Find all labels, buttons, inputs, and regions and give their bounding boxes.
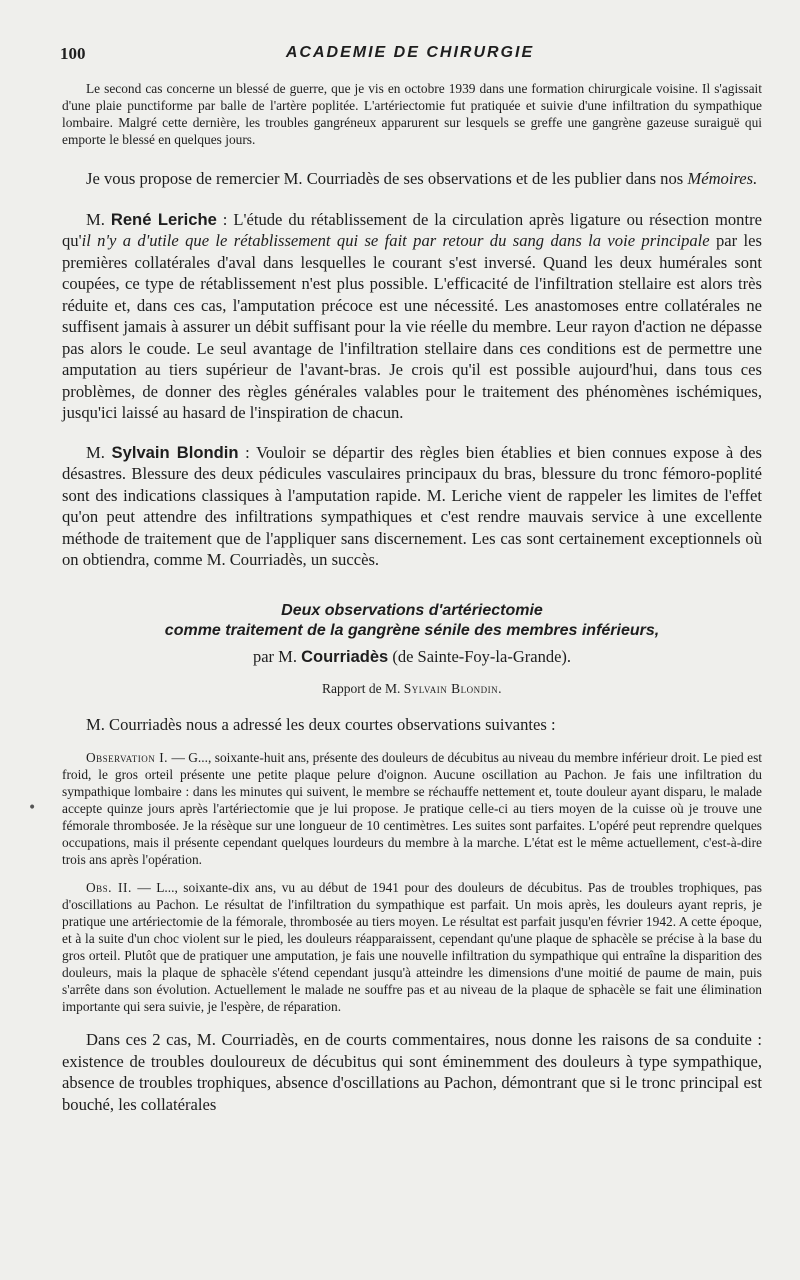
rapport-prefix: Rapport de M. <box>321 680 404 696</box>
paragraph-intro: M. Courriadès nous a adressé les deux courtes observations suivantes : <box>86 714 556 734</box>
thanks-text: Je vous propose de remercier M. Courriadès de ses observations et de les publier dans nos <box>86 169 688 188</box>
blondin-sep: : <box>238 442 257 462</box>
rapport-line <box>62 680 762 698</box>
observation-2 <box>62 879 762 1015</box>
leriche-speaker: René Leriche <box>110 209 217 229</box>
byline-prefix: par M. <box>252 646 302 666</box>
paragraph-blondin <box>62 442 762 571</box>
paragraph-closing: Dans ces 2 cas, M. Courriadès, en de courts commentaires, nous donne les raisons de sa conduite : existence de troubles douloureux de décubitus qui sont éminemment des douleurs à type sympathique, absence de troubles trophiques, absence d'oscillations au Pachon, démontrant que si le tronc principal est bouché, les collatérales <box>62 1030 762 1114</box>
paragraph-leriche <box>62 209 762 424</box>
paragraph-thanks <box>62 168 762 190</box>
byline-author: Courriadès <box>301 647 389 666</box>
leriche-italic: il n'y a d'utile que le rétablissement qui se fait par retour du sang dans la voie principale <box>81 231 710 250</box>
article-title-line2: comme traitement de la gangrène sénile des membres inférieurs, <box>164 621 660 639</box>
page-header <box>60 44 760 68</box>
leriche-prefix: M. <box>86 209 111 229</box>
leriche-text-2: par les premières collatérales d'aval dans lesquelles le courant s'est inversé. Quand les deux humérales sont coupées, ce type de rétablissement n'est plus possible. L'efficacité de l'infiltration stellaire est alors très réduite et, dans ces cas, l'amputation précoce est une nécessité. Les anastomoses entre collatérales ne suffisent jamais à assurer un débit suffisant pour la vie réelle du membre. Leur rayon d'action ne dépasse pas alors le coude. Le seul avantage de l'infiltration stellaire dans ces conditions est de permettre une amputation au tiers supérieur de l'avant-bras. Je crois qu'il est possible aujourd'hui, dans tous ces problèmes, de donner des règles générales valables pour le traitement des phénomènes ischémiques, jusqu'ici laissé au hasard de l'inspiration de chacun. <box>62 231 762 422</box>
observation-1-label: Observation I. <box>86 750 169 765</box>
byline-suffix: (de Sainte-Foy-la-Grande). <box>388 646 572 666</box>
leriche-text-1: L'étude du rétablissement de la circulation après ligature ou résection montre qu' <box>62 209 762 250</box>
observation-2-text: — L..., soixante-dix ans, vu au début de 1941 pour des douleurs de décubitus. Pas de troubles trophiques, pas d'oscillations au Pachon. Le résultat de l'infiltration du sympathique est parfait. Un mois après, les douleurs ayant repris, je pratique une artériectomie de la fémorale, thrombosée au tiers moyen. Le résultat est parfait jusqu'en février 1942. A cette époque, et à la suite d'un choc violent sur le pied, les douleurs réapparaissent, cependant qu'une plaque de sphacèle se précise à la base du gros orteil. Plutôt que de pratiquer une amputation, je fais une nouvelle infiltration du sympathique qui entraîne la disparition des douleurs, mais la plaque de sphacèle s'étend cependant jusqu'à atteindre les dimensions d'une moitié de paume de main, puis s'arrête dans son évolution. Actuellement le malade ne souffre pas et au niveau de la plaque de sphacèle se fait une élimination importante qui sera suivie, je l'espère, de réparation. <box>62 880 762 1014</box>
page-number: 100 <box>60 44 86 63</box>
running-title: ACADEMIE DE CHIRURGIE <box>285 44 535 61</box>
rapport-name: Sylvain Blondin. <box>403 680 502 696</box>
blondin-prefix: M. <box>86 442 112 462</box>
article-byline <box>62 646 762 668</box>
leriche-sep: : <box>216 209 234 229</box>
thanks-italic: Mémoires. <box>687 169 758 188</box>
observation-1-text: — G..., soixante-huit ans, présente des douleurs de décubitus au niveau du membre inférieur droit. Le pied est froid, le gros orteil présente une petite plaque pelure d'oignon. Aucune oscillation au Pachon. Je fais une infiltration du sympathique lombaire : dans les minutes qui suivent, le membre se réchauffe nettement et, toute douleur ayant disparu, le malade accepte quinze jours après l'artériectomie que je lui propose. Je pratique celle-ci au tiers moyen de la cuisse où je trouve une fémorale thrombosée. Je la résèque sur une longueur de 10 centimètres. Les suites sont parfaites. L'opéré peut reprendre quelques occupations, mais il présente cependant quelques lourdeurs du membre à la marche. L'état est le même actuellement, c'est-à-dire trois ans après l'opération. <box>62 750 762 867</box>
observation-2-label: Obs. II. <box>86 880 132 895</box>
paragraph-second-case: Le second cas concerne un blessé de guerre, que je vis en octobre 1939 dans une formation chirurgicale voisine. Il s'agissait d'une plaie punctiforme par balle de l'artère poplitée. L'artériectomie fut pratiquée et suivie d'une infiltration du sympathique lombaire. Malgré cette dernière, les troubles gangréneux apparurent sur lesquels se greffe une gangrène gazeuse suraiguë qui emporte le blessé en quelques jours. <box>62 81 762 147</box>
margin-mark: • <box>28 800 37 816</box>
observation-1 <box>62 749 762 868</box>
blondin-text: Vouloir se départir des règles bien établies et bien connues expose à des désastres. Blessure des deux pédicules vasculaires principaux du bras, blessure du tronc fémoro-poplité sont des indications classiques à l'amputation rapide. M. Leriche vient de rappeler les limites de l'effet qu'on peut attendre des infiltrations sympathiques et c'est rendre mauvais service à une excellente méthode de traitement que de l'appliquer sans discernement. Les cas sont certainement exceptionnels où on obtiendra, comme M. Courriadès, un succès. <box>62 442 762 569</box>
blondin-speaker: Sylvain Blondin <box>111 442 239 462</box>
article-title-line1: Deux observations d'artériectomie <box>281 601 543 619</box>
article-heading <box>62 601 762 698</box>
page-body <box>62 80 762 1115</box>
